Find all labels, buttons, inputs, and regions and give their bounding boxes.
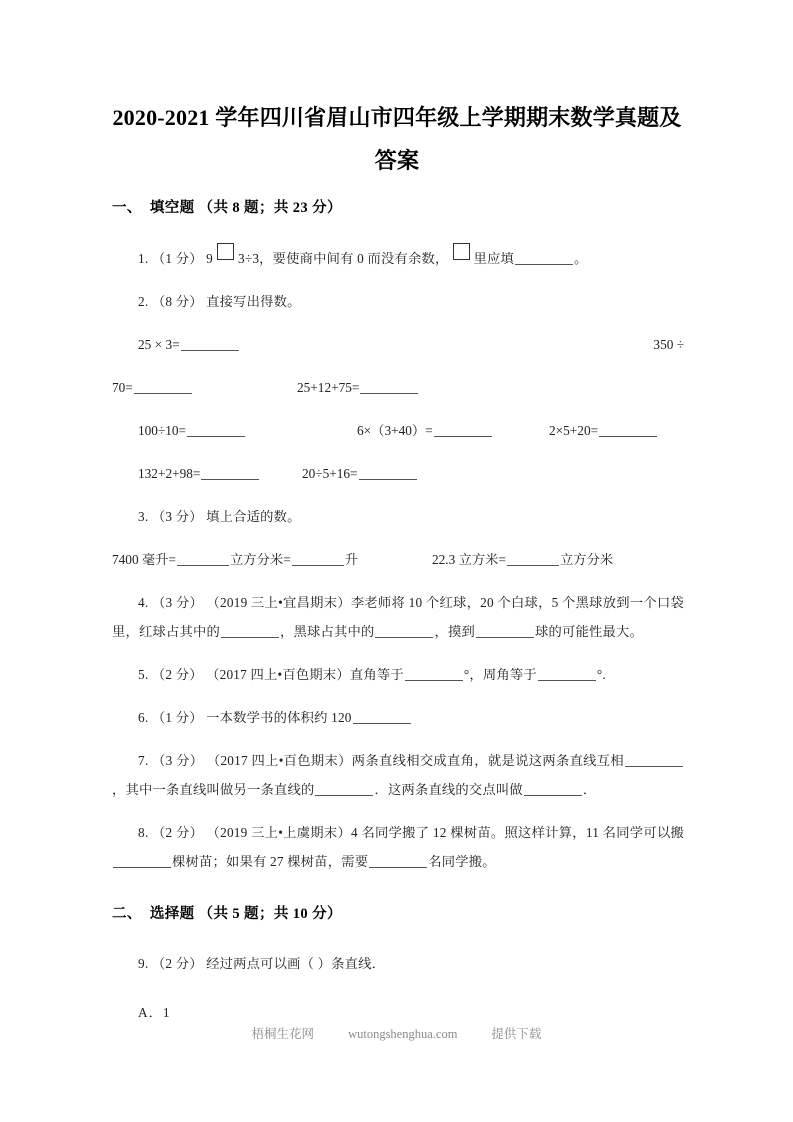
answer-blank[interactable] xyxy=(507,552,559,566)
answer-blank[interactable] xyxy=(359,466,417,480)
section-meta: （共 5 题；共 10 分） xyxy=(198,906,342,922)
question-prompt: 直接写出得数。 xyxy=(206,294,301,309)
question-text-c: 里应填 xyxy=(473,251,515,266)
calc-text: 2×5+20= xyxy=(549,423,599,438)
question-source: （2019 三上•上虞期末） xyxy=(206,825,352,840)
question-1 xyxy=(112,243,684,273)
document-body xyxy=(112,196,684,1033)
question-points: （2 分） xyxy=(151,825,204,840)
question-text-a: 两条直线相交成直角，就是说这两条直线互相 xyxy=(351,753,625,768)
question-text-c: °. xyxy=(596,667,606,682)
answer-blank[interactable] xyxy=(292,552,344,566)
conv-text: 立方分米 xyxy=(559,552,614,567)
question-text-c: ．这两条直线的交点叫做 xyxy=(374,782,523,797)
question-points: （1 分） xyxy=(151,251,203,266)
question-points: （1 分） xyxy=(151,710,203,725)
question-text-a: 9 xyxy=(206,251,213,266)
calc-expression xyxy=(549,416,658,445)
section-heading-fill-in-blank xyxy=(112,196,684,217)
question-points: （2 分） xyxy=(151,667,203,682)
question-text-b: 3÷3，要使商中间有 0 而没有余数， xyxy=(237,251,449,266)
question-9 xyxy=(112,949,684,978)
question-source: （2017 四上•百色期末） xyxy=(206,753,352,768)
question-text-a: 4 名同学搬了 12 棵树苗。照这样计算，11 名同学可以搬 xyxy=(351,825,685,840)
footer-site-url: wutongshenghua.com xyxy=(348,1027,458,1041)
footer-watermark xyxy=(0,1024,793,1042)
calc-text: 20÷5+16= xyxy=(302,466,358,481)
section-title: 填空题 xyxy=(149,200,195,216)
calc-text: 25+12+75= xyxy=(297,380,360,395)
calc-expression xyxy=(297,373,419,402)
answer-blank[interactable] xyxy=(599,423,657,437)
calc-text: 100÷10= xyxy=(138,423,187,438)
conv-text: 立方分米= xyxy=(230,552,291,567)
calc-text: 132+2+98= xyxy=(138,466,201,481)
calc-row-2 xyxy=(112,373,684,402)
section-title: 选择题 xyxy=(149,906,195,922)
answer-blank[interactable] xyxy=(405,667,463,681)
question-points: （3 分） xyxy=(151,595,204,610)
question-points: （8 分） xyxy=(151,294,203,309)
question-points: （3 分） xyxy=(151,509,203,524)
answer-blank[interactable] xyxy=(375,624,433,638)
section-meta: （共 8 题；共 23 分） xyxy=(198,200,342,216)
answer-blank[interactable] xyxy=(524,782,582,796)
question-points: （3 分） xyxy=(152,753,204,768)
conv-text: 7400 毫升= xyxy=(112,552,177,567)
question-points: （2 分） xyxy=(151,956,203,971)
question-number: 7. xyxy=(138,753,149,768)
footer-site-name: 梧桐生花网 xyxy=(251,1027,315,1041)
calc-text: 25 × 3= xyxy=(138,337,180,352)
calc-text: 6×（3+40）= xyxy=(357,423,433,438)
question-prompt: 填上合适的数。 xyxy=(206,509,301,524)
question-3 xyxy=(112,502,684,531)
question-text-b: °，周角等于 xyxy=(463,667,537,682)
conversion-expression-2 xyxy=(432,545,613,574)
calc-text: 70= xyxy=(112,380,133,395)
section-marker: 一、 xyxy=(112,200,142,216)
question-text-c: ，摸到 xyxy=(434,624,475,639)
question-text-a: 李老师将 10 个红球，20 个白球，5 个黑球放到一个口袋里，红球占其中的 xyxy=(112,595,685,639)
question-6 xyxy=(112,703,684,732)
question-number: 1. xyxy=(138,251,149,266)
question-number: 6. xyxy=(138,710,149,725)
answer-blank[interactable] xyxy=(221,624,279,638)
answer-blank[interactable] xyxy=(353,710,411,724)
question-text-a: 经过两点可以画（ ）条直线． xyxy=(206,956,386,971)
question-text-a: 直角等于 xyxy=(349,667,404,682)
conversion-expression-1 xyxy=(112,545,358,574)
calc-expression xyxy=(302,459,418,488)
answer-blank[interactable] xyxy=(134,380,192,394)
question-number: 9. xyxy=(138,956,149,971)
question-number: 4. xyxy=(138,595,149,610)
conv-text: 22.3 立方米= xyxy=(432,552,506,567)
question-number: 8. xyxy=(138,825,149,840)
answer-blank[interactable] xyxy=(187,423,245,437)
answer-blank[interactable] xyxy=(515,251,573,265)
calc-expression-right: 350 ÷ xyxy=(653,337,684,352)
question-number: 5. xyxy=(138,667,149,682)
question-2 xyxy=(112,287,684,316)
question-8 xyxy=(112,818,684,876)
question-text-b: ，其中一条直线叫做另一条直线的 xyxy=(112,782,315,797)
conv-text: 升 xyxy=(344,552,358,567)
calc-row-4 xyxy=(112,459,684,488)
conversion-row xyxy=(112,545,684,574)
answer-blank[interactable] xyxy=(181,337,239,351)
question-text-b: ，黑球占其中的 xyxy=(279,624,375,639)
calc-expression xyxy=(138,416,246,445)
empty-box-icon xyxy=(217,243,234,260)
question-5 xyxy=(112,660,684,689)
question-number: 2. xyxy=(138,294,149,309)
calc-expression xyxy=(138,330,240,359)
question-source: （2017 四上•百色期末） xyxy=(206,667,350,682)
answer-blank[interactable] xyxy=(434,423,492,437)
answer-blank[interactable] xyxy=(113,854,171,868)
page-title: 2020-2021 学年四川省眉山市四年级上学期期末数学真题及答案 xyxy=(112,105,682,173)
calc-row-3 xyxy=(112,416,684,445)
answer-blank[interactable] xyxy=(177,552,229,566)
question-text-tail: 。 xyxy=(574,251,588,266)
question-4 xyxy=(112,588,684,646)
section-marker: 二、 xyxy=(112,906,142,922)
calc-expression xyxy=(357,416,493,445)
calc-expression xyxy=(112,373,193,402)
question-text-d: 球的可能性最大。 xyxy=(534,624,643,639)
footer-action: 提供下载 xyxy=(491,1027,542,1041)
question-text-c: 名同学搬。 xyxy=(428,854,496,869)
question-9-option-a[interactable]: A．1 xyxy=(138,1005,171,1020)
answer-blank[interactable] xyxy=(625,753,683,767)
question-text-d: ． xyxy=(582,782,597,797)
answer-blank[interactable] xyxy=(201,466,259,480)
question-7 xyxy=(112,746,684,804)
answer-blank[interactable] xyxy=(369,854,427,868)
calc-row-1 xyxy=(112,330,684,359)
calc-expression xyxy=(138,459,260,488)
answer-blank[interactable] xyxy=(315,782,373,796)
question-text-a: 一本数学书的体积约 120 xyxy=(206,710,352,725)
answer-blank[interactable] xyxy=(360,380,418,394)
answer-blank[interactable] xyxy=(538,667,596,681)
empty-box-icon xyxy=(453,243,470,260)
question-source: （2019 三上•宜昌期末） xyxy=(206,595,351,610)
question-text-b: 棵树苗；如果有 27 棵树苗，需要 xyxy=(172,854,369,869)
answer-blank[interactable] xyxy=(476,624,534,638)
question-number: 3. xyxy=(138,509,149,524)
section-heading-multiple-choice xyxy=(112,902,684,923)
